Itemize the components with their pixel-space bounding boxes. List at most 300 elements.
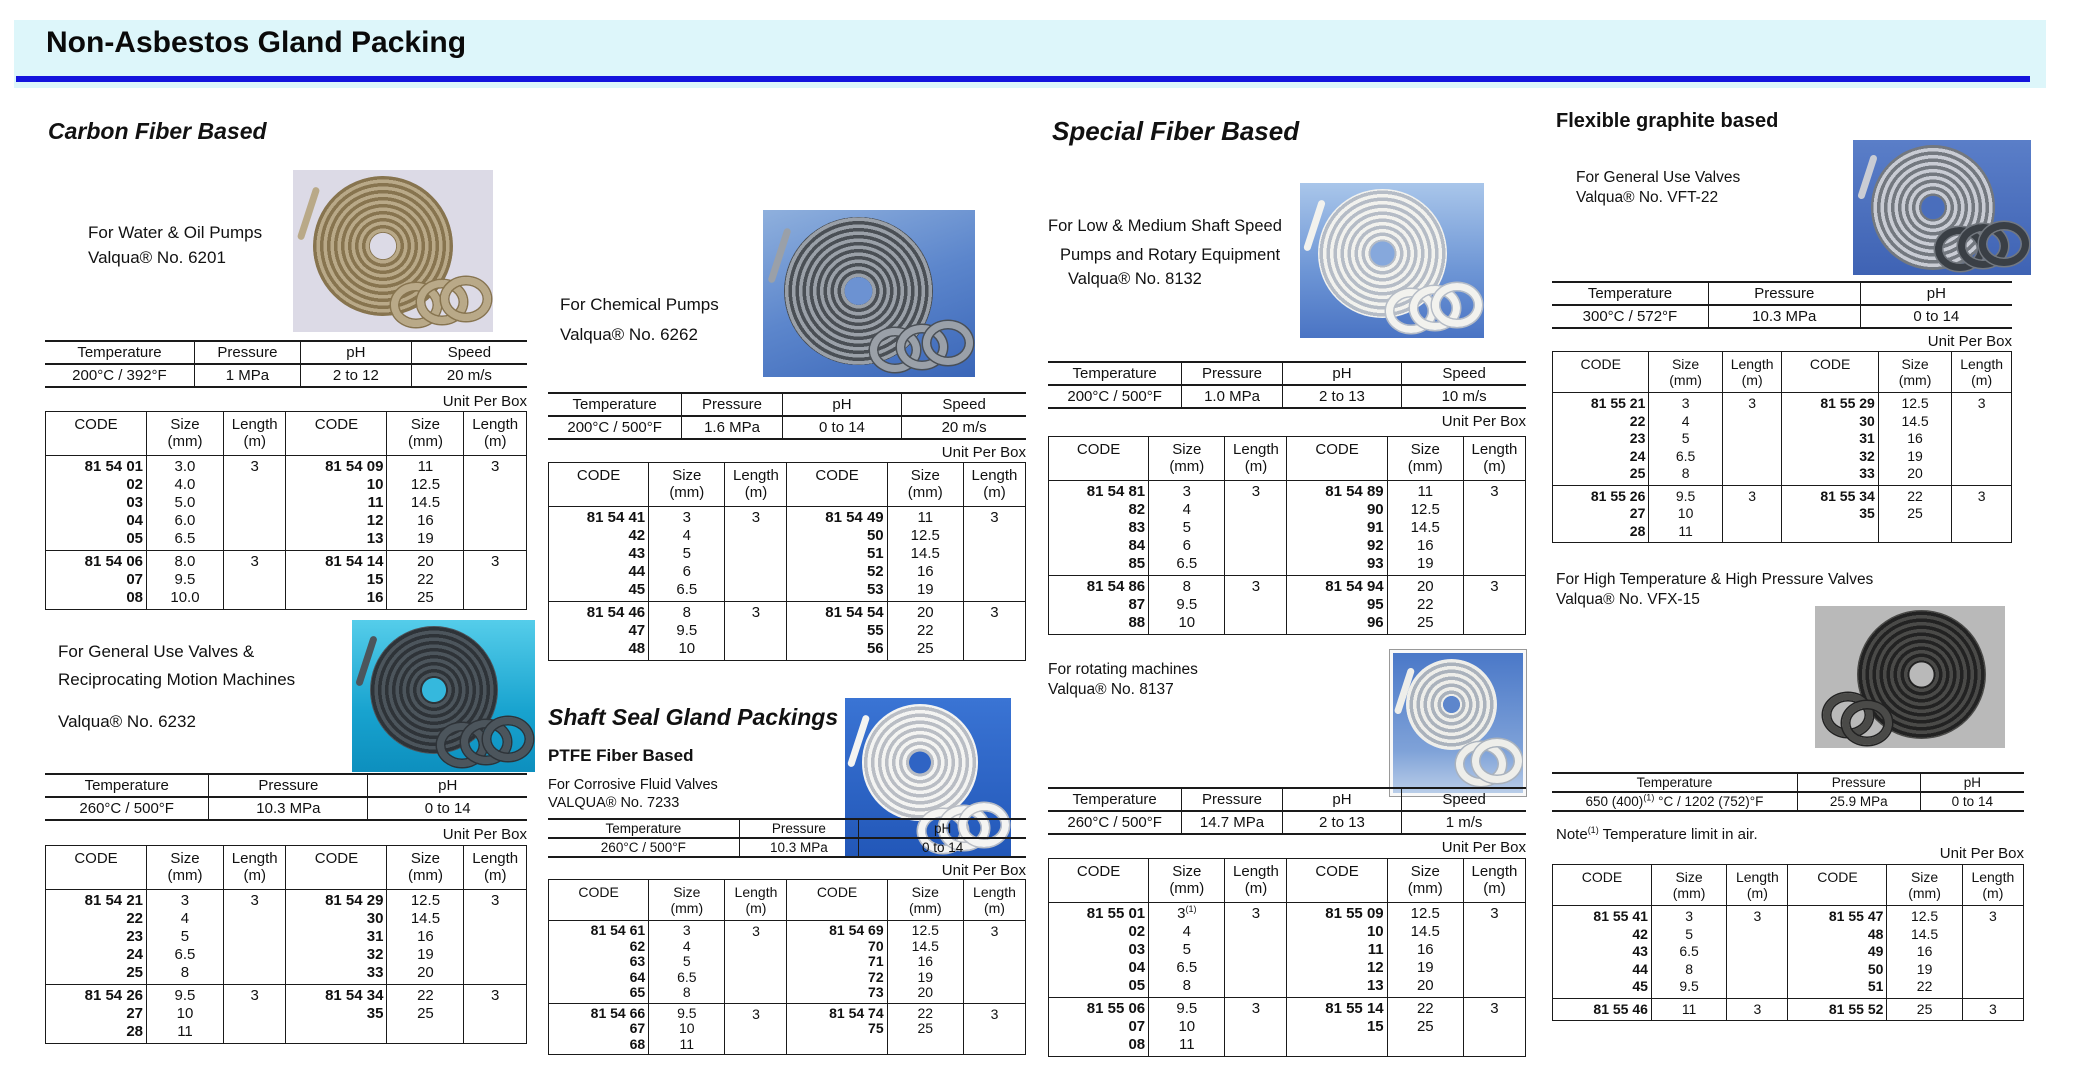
packing-coil <box>1406 659 1497 750</box>
size-header: Size (mm) <box>1149 859 1225 903</box>
length-header: Length (m) <box>1722 352 1782 393</box>
size-cell: 9.5 10 11 <box>649 1003 725 1055</box>
size-cell: 25 <box>1887 998 1962 1021</box>
size-header: Size (mm) <box>1878 352 1951 393</box>
size-cell: 3 4 5 6.5 8 <box>649 921 725 1004</box>
section-heading-shaft-seal: Shaft Seal Gland Packings <box>548 704 839 730</box>
use-line: VALQUA® No. 7233 <box>548 795 680 811</box>
spec-row <box>1049 997 1526 1056</box>
params-value: 260°C / 500°F <box>45 797 209 820</box>
use-line: Valqua® No. VFT-22 <box>1576 189 1719 206</box>
length-header: Length (m) <box>1225 437 1287 481</box>
header-rule <box>16 76 2030 82</box>
size-cell: 11 <box>1651 998 1726 1021</box>
spec-row <box>1553 393 2012 486</box>
section-heading-graphite: Flexible graphite based <box>1556 110 1779 132</box>
length-cell: 3 <box>1962 906 2023 999</box>
params-value-row <box>548 838 1026 857</box>
valqua-no-6232: Valqua® No. 6232 <box>58 712 196 731</box>
params-header: Temperature <box>45 341 194 364</box>
size-header: Size (mm) <box>1887 865 1962 906</box>
unit-per-box-label: Unit Per Box <box>941 862 1026 879</box>
code-header: CODE <box>1782 352 1878 393</box>
length-cell: 3 <box>464 889 527 984</box>
params-value-row <box>1048 385 1526 408</box>
product-use-vfx15 <box>1556 570 1873 610</box>
size-header: Size (mm) <box>649 463 725 507</box>
params-header-row <box>1552 773 2024 792</box>
params-vft22 <box>1552 281 2012 329</box>
code-cell: 81 55 29 30 31 32 33 <box>1782 393 1878 486</box>
size-header: Size (mm) <box>147 412 224 456</box>
params-vfx15 <box>1552 772 2024 812</box>
code-cell: 81 55 41 42 43 44 45 <box>1553 906 1652 999</box>
size-cell: 3 4 5 6 6.5 <box>1149 480 1225 575</box>
length-cell: 3 <box>725 921 787 1004</box>
spec-row <box>549 1003 1026 1055</box>
spec-row <box>549 506 1026 601</box>
spec-row <box>46 550 527 609</box>
product-use-8137 <box>1048 660 1198 700</box>
params-value: 10 m/s <box>1402 385 1526 408</box>
size-header: Size (mm) <box>1387 859 1463 903</box>
product-use-6262 <box>560 290 719 350</box>
code-table-header-row <box>46 846 527 890</box>
params-header-row <box>45 774 527 797</box>
params-header: pH <box>368 774 527 797</box>
code-cell: 81 54 86 87 88 <box>1049 575 1149 634</box>
params-value: 25.9 MPa <box>1797 792 1920 811</box>
unit-per-box-label: Unit Per Box <box>941 444 1026 461</box>
code-cell: 81 54 14 15 16 <box>286 550 387 609</box>
params-header: pH <box>782 393 902 416</box>
code-cell: 81 54 61 62 63 64 65 <box>549 921 649 1004</box>
size-cell: 12.5 14.5 16 19 20 <box>887 921 963 1004</box>
use-line: For rotating machines <box>1048 661 1198 678</box>
params-value-row <box>1552 792 2024 811</box>
packing-coil <box>862 704 978 820</box>
params-value: 0 to 14 <box>1920 792 2024 811</box>
params-header: Temperature <box>45 774 209 797</box>
length-cell: 3 <box>725 1003 787 1055</box>
params-value: 0 to 14 <box>368 797 527 820</box>
size-header: Size (mm) <box>1387 437 1463 481</box>
use-line: For General Use Valves <box>1576 169 1741 186</box>
size-cell: 3 4 5 6 6.5 <box>649 506 725 601</box>
size-cell: 20 22 25 <box>1387 575 1463 634</box>
spec-table-vfx15 <box>1552 864 2024 1021</box>
params-header: Pressure <box>682 393 782 416</box>
params-header-row <box>1552 282 2012 305</box>
code-cell: 81 54 69 70 71 72 73 <box>787 921 887 1004</box>
section-heading-special: Special Fiber Based <box>1052 116 1300 146</box>
params-value: 1 MPa <box>194 364 300 387</box>
size-header: Size (mm) <box>887 463 963 507</box>
code-cell: 81 55 01 02 03 04 05 <box>1049 902 1149 997</box>
length-cell: 3 <box>1225 997 1287 1056</box>
params-value-row <box>548 416 1026 439</box>
code-cell: 81 54 26 27 28 <box>46 984 147 1043</box>
length-header: Length (m) <box>1463 437 1525 481</box>
spec-row <box>1049 480 1526 575</box>
size-cell: 8 9.5 10 <box>649 601 725 660</box>
params-7233 <box>548 818 1026 858</box>
size-cell: 20 22 25 <box>387 550 464 609</box>
params-value: 2 to 13 <box>1282 811 1402 834</box>
size-cell: 9.5 10 11 <box>1149 997 1225 1056</box>
params-value: 0 to 14 <box>859 838 1026 857</box>
params-header-row <box>548 393 1026 416</box>
unit-per-box-label: Unit Per Box <box>442 393 527 410</box>
code-table <box>1048 858 1526 1057</box>
spec-row <box>1553 906 2024 999</box>
size-cell: 22 25 <box>1387 997 1463 1056</box>
params-table <box>548 818 1026 858</box>
subheading-ptfe: PTFE Fiber Based <box>548 746 694 765</box>
params-header: Speed <box>411 341 527 364</box>
spec-row <box>1553 485 2012 543</box>
spec-row <box>549 921 1026 1004</box>
code-table <box>548 462 1026 661</box>
size-header: Size (mm) <box>147 846 224 890</box>
code-table <box>1048 436 1526 635</box>
code-cell: 81 54 81 82 83 84 85 <box>1049 480 1149 575</box>
params-value-row <box>1048 811 1526 834</box>
size-cell: 8.0 9.5 10.0 <box>147 550 224 609</box>
code-table <box>1552 864 2024 1021</box>
params-header: Speed <box>1402 788 1526 811</box>
params-table <box>1048 361 1526 409</box>
params-value: 10.3 MPa <box>1708 305 1860 328</box>
length-header: Length (m) <box>223 846 286 890</box>
packing-ring <box>1472 739 1522 783</box>
size-cell: 12.5 14.5 16 19 20 <box>1878 393 1951 486</box>
code-table-header-row <box>1049 437 1526 481</box>
product-use-6201 <box>88 220 262 270</box>
code-cell: 81 54 49 50 51 52 53 <box>787 506 887 601</box>
params-value: 1 m/s <box>1402 811 1526 834</box>
length-header: Length (m) <box>1727 865 1788 906</box>
packing-ring <box>923 321 973 365</box>
spec-table-7233 <box>548 879 1026 1055</box>
params-header: Speed <box>902 393 1026 416</box>
size-cell: 3 4 5 6.5 8 <box>1649 393 1722 486</box>
size-cell: 9.5 10 11 <box>147 984 224 1043</box>
size-header: Size (mm) <box>649 880 725 921</box>
params-value: 10.3 MPa <box>209 797 368 820</box>
length-cell: 3 <box>223 550 286 609</box>
length-cell: 3 <box>1722 393 1782 486</box>
size-cell: 22 25 <box>387 984 464 1043</box>
params-value: 200°C / 500°F <box>548 416 682 439</box>
length-cell: 3 <box>1225 575 1287 634</box>
params-header: pH <box>300 341 411 364</box>
length-cell: 3 <box>963 506 1025 601</box>
code-table <box>45 845 527 1044</box>
code-cell: 81 55 34 35 <box>1782 485 1878 543</box>
code-header: CODE <box>46 412 147 456</box>
code-header: CODE <box>787 463 887 507</box>
params-8132 <box>1048 361 1526 409</box>
length-cell: 3 <box>1727 998 1788 1021</box>
code-header: CODE <box>1049 437 1149 481</box>
code-cell: 81 55 52 <box>1788 998 1887 1021</box>
params-header: Pressure <box>194 341 300 364</box>
length-cell: 3 <box>1463 575 1525 634</box>
length-cell: 3 <box>963 1003 1025 1055</box>
params-value: 2 to 12 <box>300 364 411 387</box>
product-photo-vft22 <box>1853 140 2031 275</box>
spec-row <box>46 455 527 550</box>
size-cell: 11 12.5 14.5 16 19 <box>887 506 963 601</box>
params-8137 <box>1048 787 1526 835</box>
size-cell: 3 4 5 6.5 8 <box>147 889 224 984</box>
code-cell: 81 54 01 02 03 04 05 <box>46 455 147 550</box>
code-cell: 81 54 94 95 96 <box>1287 575 1387 634</box>
unit-per-box-label: Unit Per Box <box>1927 333 2012 350</box>
code-header: CODE <box>549 463 649 507</box>
code-header: CODE <box>286 412 387 456</box>
size-header: Size (mm) <box>887 880 963 921</box>
spec-table-8132 <box>1048 436 1526 635</box>
code-cell: 81 54 46 47 48 <box>549 601 649 660</box>
code-table <box>548 879 1026 1055</box>
use-line: For Water & Oil Pumps <box>88 223 263 242</box>
params-table <box>548 392 1026 440</box>
product-use-8132 <box>1048 212 1282 270</box>
code-cell: 81 54 41 42 43 44 45 <box>549 506 649 601</box>
code-table <box>45 411 527 610</box>
size-cell: 8 9.5 10 <box>1149 575 1225 634</box>
product-photo-6232 <box>352 620 535 772</box>
code-cell: 81 54 21 22 23 24 25 <box>46 889 147 984</box>
params-value: 14.7 MPa <box>1182 811 1282 834</box>
params-table <box>45 340 527 388</box>
length-header: Length (m) <box>464 412 527 456</box>
params-value: 1.0 MPa <box>1182 385 1282 408</box>
length-cell: 3 <box>1463 480 1525 575</box>
length-cell: 3 <box>1727 906 1788 999</box>
length-header: Length (m) <box>1225 859 1287 903</box>
size-cell: 12.5 14.5 16 19 22 <box>1887 906 1962 999</box>
params-header: Pressure <box>739 819 859 838</box>
code-header: CODE <box>1287 437 1387 481</box>
length-cell: 3 <box>223 889 286 984</box>
params-header-row <box>1048 362 1526 385</box>
unit-per-box-label: Unit Per Box <box>1939 845 2024 862</box>
params-header-row <box>548 819 1026 838</box>
size-header: Size (mm) <box>1149 437 1225 481</box>
params-value: 20 m/s <box>902 416 1026 439</box>
product-photo-6262 <box>763 210 975 377</box>
length-cell: 3 <box>963 601 1025 660</box>
params-value: 2 to 13 <box>1282 385 1402 408</box>
length-cell: 3 <box>1225 902 1287 997</box>
length-header: Length (m) <box>1952 352 2012 393</box>
size-cell: 22 25 <box>1878 485 1951 543</box>
code-header: CODE <box>286 846 387 890</box>
spec-row <box>46 984 527 1043</box>
length-cell: 3 <box>464 550 527 609</box>
params-header: Pressure <box>209 774 368 797</box>
code-cell: 81 54 09 10 11 12 13 <box>286 455 387 550</box>
params-6262 <box>548 392 1026 440</box>
size-cell: 9.5 10 11 <box>1649 485 1722 543</box>
length-cell: 3 <box>963 921 1025 1004</box>
params-6232 <box>45 773 527 821</box>
spec-row <box>46 889 527 984</box>
params-table <box>1552 772 2024 812</box>
length-cell: 3 <box>1225 480 1287 575</box>
params-table <box>45 773 527 821</box>
code-header: CODE <box>46 846 147 890</box>
spec-row <box>1049 575 1526 634</box>
unit-per-box-label: Unit Per Box <box>1441 839 1526 856</box>
use-line: Valqua® No. 6201 <box>88 248 226 267</box>
code-cell: 81 54 89 90 91 92 93 <box>1287 480 1387 575</box>
params-header: Pressure <box>1708 282 1860 305</box>
spec-row <box>1553 998 2024 1021</box>
code-cell: 81 54 74 75 <box>787 1003 887 1055</box>
params-header: pH <box>1282 788 1402 811</box>
length-cell: 3 <box>1952 485 2012 543</box>
params-header: Temperature <box>548 393 682 416</box>
params-value: 260°C / 500°F <box>1048 811 1182 834</box>
use-line: Valqua® No. VFX-15 <box>1556 591 1700 608</box>
length-cell: 3 <box>1952 393 2012 486</box>
params-header: Temperature <box>548 819 739 838</box>
params-table <box>1048 787 1526 835</box>
code-table <box>1552 351 2012 543</box>
params-table <box>1552 281 2012 329</box>
unit-per-box-label: Unit Per Box <box>1441 413 1526 430</box>
params-header: Speed <box>1402 362 1526 385</box>
length-cell: 3 <box>1962 998 2023 1021</box>
code-cell: 81 55 06 07 08 <box>1049 997 1149 1056</box>
code-table-header-row <box>549 463 1026 507</box>
params-6201 <box>45 340 527 388</box>
code-header: CODE <box>787 880 887 921</box>
page-title: Non-Asbestos Gland Packing <box>46 26 467 59</box>
code-header: CODE <box>1287 859 1387 903</box>
length-header: Length (m) <box>464 846 527 890</box>
params-value: 0 to 14 <box>1860 305 2012 328</box>
spec-row <box>1049 902 1526 997</box>
params-header: Temperature <box>1048 362 1182 385</box>
code-cell: 81 55 09 10 11 12 13 <box>1287 902 1387 997</box>
code-table-header-row <box>46 412 527 456</box>
size-header: Size (mm) <box>1651 865 1726 906</box>
length-header: Length (m) <box>963 463 1025 507</box>
packing-ring <box>483 717 533 761</box>
code-cell: 81 55 21 22 23 24 25 <box>1553 393 1649 486</box>
length-cell: 3 <box>725 601 787 660</box>
params-value: 20 m/s <box>411 364 527 387</box>
length-header: Length (m) <box>725 880 787 921</box>
spec-row <box>549 601 1026 660</box>
params-value: 200°C / 500°F <box>1048 385 1182 408</box>
params-value-row <box>1552 305 2012 328</box>
spec-table-6232 <box>45 845 527 1044</box>
params-header: Temperature <box>1552 282 1708 305</box>
length-cell: 3 <box>725 506 787 601</box>
use-line: For Chemical Pumps <box>560 295 719 314</box>
length-cell: 3 <box>464 455 527 550</box>
use-line: Valqua® No. 8137 <box>1048 681 1174 698</box>
params-value: 10.3 MPa <box>739 838 859 857</box>
length-cell: 3 <box>1463 902 1525 997</box>
code-header: CODE <box>1049 859 1149 903</box>
params-header: Pressure <box>1182 362 1282 385</box>
size-cell: 12.5 14.5 16 19 20 <box>387 889 464 984</box>
size-header: Size (mm) <box>1649 352 1722 393</box>
params-header: pH <box>859 819 1026 838</box>
use-line: For General Use Valves & <box>58 642 255 661</box>
params-value-row <box>45 364 527 387</box>
params-value: 200°C / 392°F <box>45 364 194 387</box>
size-cell: 20 22 25 <box>887 601 963 660</box>
temperature-note: Note$^{(1)}$ Temperature limit in air. <box>1556 825 1758 843</box>
size-cell: 11 12.5 14.5 16 19 <box>1387 480 1463 575</box>
params-header: pH <box>1282 362 1402 385</box>
size-header: Size (mm) <box>387 412 464 456</box>
section-heading-carbon: Carbon Fiber Based <box>48 118 267 144</box>
code-cell: 81 55 26 27 28 <box>1553 485 1649 543</box>
length-header: Length (m) <box>725 463 787 507</box>
params-value-row <box>45 797 527 820</box>
size-cell: 3.0 4.0 5.0 6.0 6.5 <box>147 455 224 550</box>
use-line: Valqua® No. 6262 <box>560 325 698 344</box>
length-cell: 3 <box>223 984 286 1043</box>
use-line: For Low & Medium Shaft Speed <box>1048 217 1282 235</box>
use-line: For High Temperature & High Pressure Valves <box>1556 571 1874 588</box>
code-header: CODE <box>1553 352 1649 393</box>
params-value: 300°C / 572°F <box>1552 305 1708 328</box>
params-header-row <box>45 341 527 364</box>
code-cell: 81 54 34 35 <box>286 984 387 1043</box>
code-header: CODE <box>1788 865 1887 906</box>
params-value: 650 $(400)^{(1)}$ °C / 1202 (752)°F <box>1552 792 1797 811</box>
use-line: For Corrosive Fluid Valves <box>548 777 718 793</box>
product-photo-8137 <box>1390 650 1526 796</box>
params-value: 1.6 MPa <box>682 416 782 439</box>
length-cell: 3 <box>1722 485 1782 543</box>
code-cell: 81 54 66 67 68 <box>549 1003 649 1055</box>
code-table-header-row <box>1553 352 2012 393</box>
length-header: Length (m) <box>223 412 286 456</box>
product-use-vft22 <box>1576 168 1740 208</box>
unit-per-box-label: Unit Per Box <box>442 826 527 843</box>
code-cell: 81 54 06 07 08 <box>46 550 147 609</box>
packing-ring <box>1432 283 1482 327</box>
code-cell: 81 54 29 30 31 32 33 <box>286 889 387 984</box>
spec-table-vft22 <box>1552 351 2012 543</box>
size-cell: 22 25 <box>887 1003 963 1055</box>
product-photo-8132 <box>1300 183 1484 338</box>
product-use-7233 <box>548 776 718 812</box>
spec-table-6201 <box>45 411 527 610</box>
params-header: Pressure <box>1182 788 1282 811</box>
params-header: Temperature <box>1048 788 1182 811</box>
use-line: Pumps and Rotary Equipment <box>1060 246 1281 264</box>
code-cell: 81 54 54 55 56 <box>787 601 887 660</box>
code-table-header-row <box>549 880 1026 921</box>
code-cell: 81 55 46 <box>1553 998 1652 1021</box>
use-line: Reciprocating Motion Machines <box>58 670 296 689</box>
product-use-6232 <box>58 638 295 694</box>
length-cell: 3 <box>1463 997 1525 1056</box>
spec-table-6262 <box>548 462 1026 661</box>
